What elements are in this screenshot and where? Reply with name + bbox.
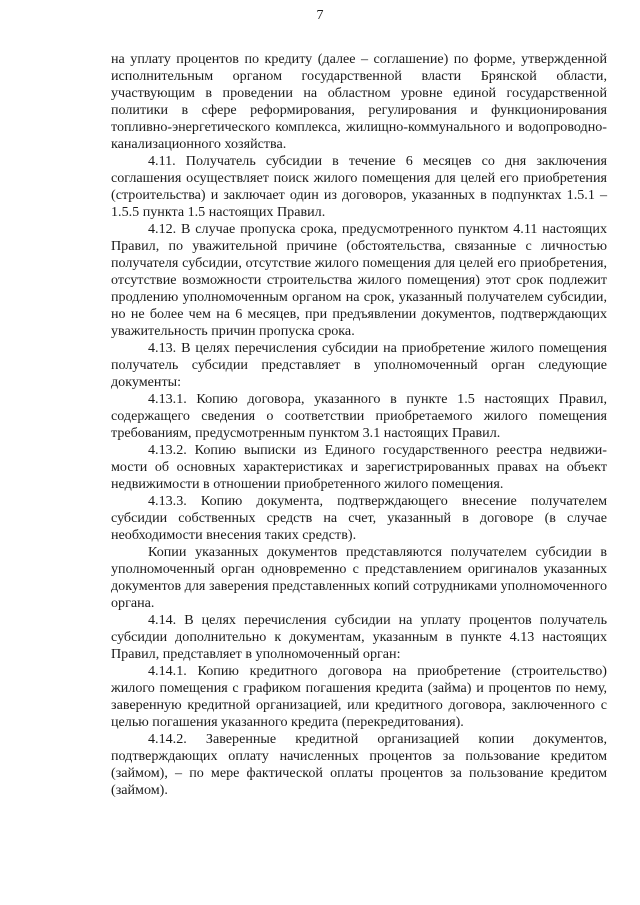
paragraph-4-13-3: 4.13.3. Копию документа, подтверждающего внесение получателем субсидии собственных средств на счет, указанный в договоре (в случае необходимости внесения таких средств). bbox=[111, 493, 607, 543]
page-number: 7 bbox=[316, 8, 324, 23]
paragraph-continuation: на уплату процентов по кредиту (далее – соглашение) по форме, утвержденной исполнительным органом государственной власти Брянской области, участвующим в проведении на областном уровне единой государственной политики в сфере реформирования, регулирования и функционирования топливно-энергетического комплекса, жилищно-коммунального и водопроводно-канализационного хозяйства. bbox=[111, 51, 607, 152]
paragraph-4-12: 4.12. В случае пропуска срока, предусмотренного пунктом 4.11 настоящих Правил, по уважительной причине (обстоятельства, связанные с личностью получателя субсидии, отсутствие жилого помещения для целей его приобретения, отсутствие возможности строительства жилого помещения) этот срок подлежит продлению уполномоченным органом на срок, указанный получателем субсидии, но не более чем на 6 месяцев, при предъявлении документов, подтверждающих уважительность причин пропуска срока. bbox=[111, 221, 607, 339]
paragraph-4-11: 4.11. Получатель субсидии в течение 6 месяцев со дня заключения соглашения осуществляет поиск жилого помещения для целей его приобретения (строительства) и заключает один из договоров, указанных в подпунктах 1.5.1 – 1.5.5 пункта 1.5 настоящих Правил. bbox=[111, 153, 607, 220]
paragraph-4-14-1: 4.14.1. Копию кредитного договора на приобретение (строительство) жилого помещения с графиком погашения кредита (займа) и процентов по нему, заверенную кредитной организацией, или кредитного договора, заключенного с целью погашения указанного кредита (перекредитования). bbox=[111, 663, 607, 730]
paragraph-4-14: 4.14. В целях перечисления субсидии на уплату процентов получатель субсидии дополнительно к документам, указанным в пункте 4.13 настоящих Правил, представляет в уполномоченный орган: bbox=[111, 612, 607, 662]
paragraph-4-14-2: 4.14.2. Заверенные кредитной организацией копии документов, подтверждающих оплату начисленных процентов за пользование кредитом (займом), – по мере фактической оплаты процентов за пользование кредитом (займом). bbox=[111, 731, 607, 798]
document-body bbox=[111, 51, 607, 799]
paragraph-copies: Копии указанных документов представляются получателем субсидии в уполномоченный орган одновременно с представлением оригиналов указанных документов для заверения представленных копий сотрудниками уполномоченного органа. bbox=[111, 544, 607, 611]
paragraph-4-13: 4.13. В целях перечисления субсидии на приобретение жилого помещения получатель субсидии представляет в уполномоченный орган следующие документы: bbox=[111, 340, 607, 390]
paragraph-4-13-2: 4.13.2. Копию выписки из Единого государственного реестра недвижимости об основных характеристиках и зарегистрированных правах на объект недвижимости в отношении приобретенного жилого помещения. bbox=[111, 442, 607, 492]
paragraph-4-13-1: 4.13.1. Копию договора, указанного в пункте 1.5 настоящих Правил, содержащего сведения о соответствии приобретаемого жилого помещения требованиям, предусмотренным пунктом 3.1 настоящих Правил. bbox=[111, 391, 607, 441]
